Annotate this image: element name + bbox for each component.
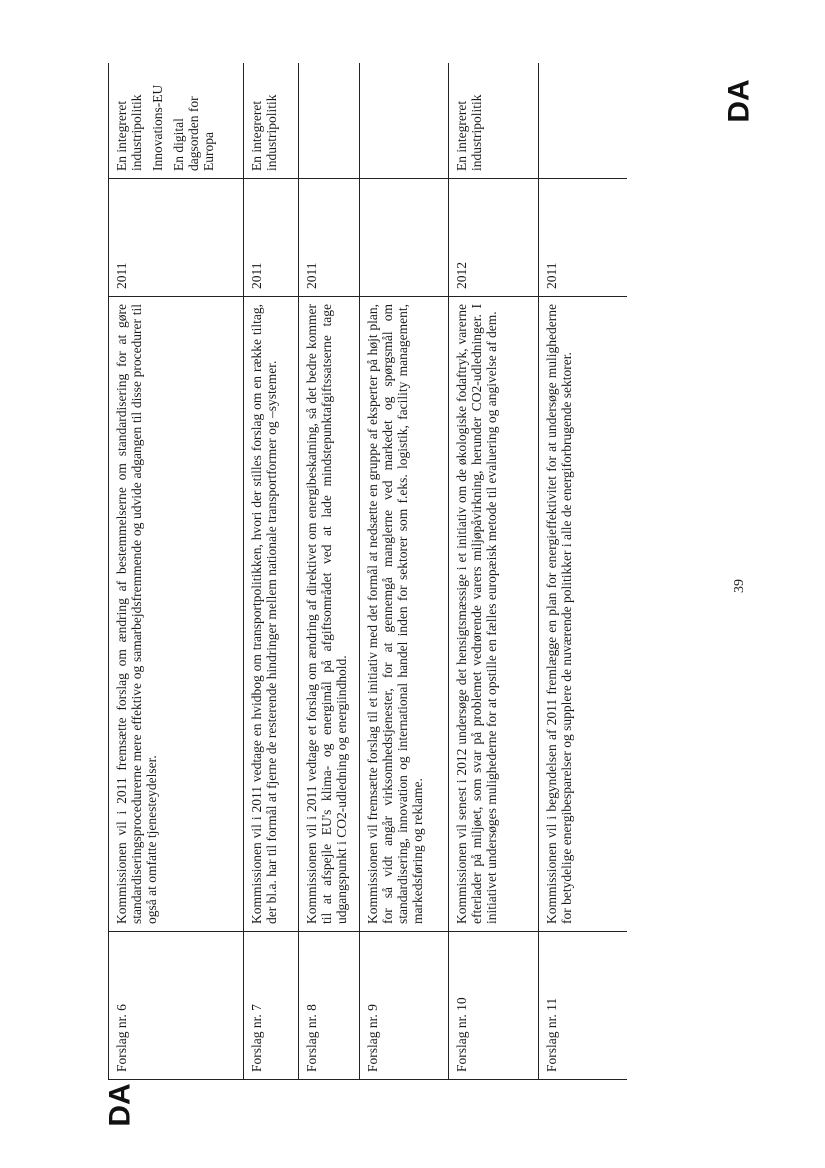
- proposals-table-container: [108, 63, 627, 1080]
- related-policies: [299, 63, 360, 179]
- proposal-number: Forslag nr. 9: [360, 932, 449, 1080]
- language-tag-bottom: DA: [103, 1083, 137, 1127]
- proposal-number: Forslag nr. 11: [539, 932, 628, 1080]
- proposal-number: Forslag nr. 6: [109, 932, 244, 1080]
- policy-item: En integreret industripolitik: [249, 94, 279, 171]
- proposal-year: 2011: [299, 179, 360, 297]
- table-row: [109, 63, 244, 1080]
- page-number: 39: [732, 579, 747, 593]
- proposal-year: 2011: [109, 179, 244, 297]
- proposal-year: 2011: [244, 179, 299, 297]
- table-row: [244, 63, 299, 1080]
- related-policies: [109, 63, 244, 179]
- language-tag-top: DA: [722, 79, 756, 123]
- proposal-year: 2012: [449, 179, 539, 297]
- policy-item: En integreret industripolitik: [114, 94, 144, 171]
- table-row: [360, 63, 449, 1080]
- policy-item: En integreret industripolitik: [454, 94, 484, 171]
- proposal-number: Forslag nr. 10: [449, 932, 539, 1080]
- policy-item: En digital dagsorden for Europa: [171, 96, 216, 171]
- proposal-year: [360, 179, 449, 297]
- table-row: [539, 63, 628, 1080]
- table-row: [449, 63, 539, 1080]
- table-row: [299, 63, 360, 1080]
- proposal-text: Kommissionen vil i 2011 fremsætte forslag om ændring af bestemmelserne om standardisering for at gøre standardiseringsprocedurerne mere effektive og samarbejdsfremmende og udvide adgangen til disse procedurer til også at omfatte tjenesteydelser.: [109, 297, 244, 932]
- proposals-table: [108, 63, 627, 1080]
- related-policies: [360, 63, 449, 179]
- related-policies: [539, 63, 628, 179]
- proposal-text: Kommissionen vil i 2011 vedtage et forslag om ændring af direktivet om energibeskatning, så det bedre kommer til at afspejle EU's klima- og energimål på afgiftsområdet ved at lade mindstepunktafgiftssatserne tage udgangspunkt i CO2-udledning og energiindhold.: [299, 297, 360, 932]
- proposal-text: Kommissionen vil i begyndelsen af 2011 fremlægge en plan for energieffektivitet for at undersøge mulighederne for betydelige energibesparelser og supplere de nuværende politikker i alle de energiforbrugende sektorer.: [539, 297, 628, 932]
- proposal-text: Kommissionen vil fremsætte forslag til et initiativ med det formål at nedsætte en gruppe af eksperter på højt plan, for så vidt angår virksomhedstjenester, for at gennemgå manglerne ved markedet og spørgsmål om standardisering, innovation og international handel inden for sektorer som f.eks. logistik, facility management, markedsføring og reklame.: [360, 297, 449, 932]
- related-policies: [244, 63, 299, 179]
- proposal-year: 2011: [539, 179, 628, 297]
- proposal-text: Kommissionen vil senest i 2012 undersøge det hensigtsmæssige i et initiativ om de økologiske fodaftryk, varerne efterlader på miljøet, som svar på problemet vedrørende varers miljøpåvirkning, herunder CO2-udledninger. I initiativet undersøges mulighederne for at opstille en fælles europæisk metode til evaluering og angivelse af dem.: [449, 297, 539, 932]
- related-policies: [449, 63, 539, 179]
- proposal-number: Forslag nr. 8: [299, 932, 360, 1080]
- policy-item: Innovations-EU: [150, 84, 165, 171]
- proposal-number: Forslag nr. 7: [244, 932, 299, 1080]
- proposal-text: Kommissionen vil i 2011 vedtage en hvidbog om transportpolitikken, hvori der stilles forslag om en række tiltag, der bl.a. har til formål at fjerne de resterende hindringer mellem nationale transportformer og –systemer.: [244, 297, 299, 932]
